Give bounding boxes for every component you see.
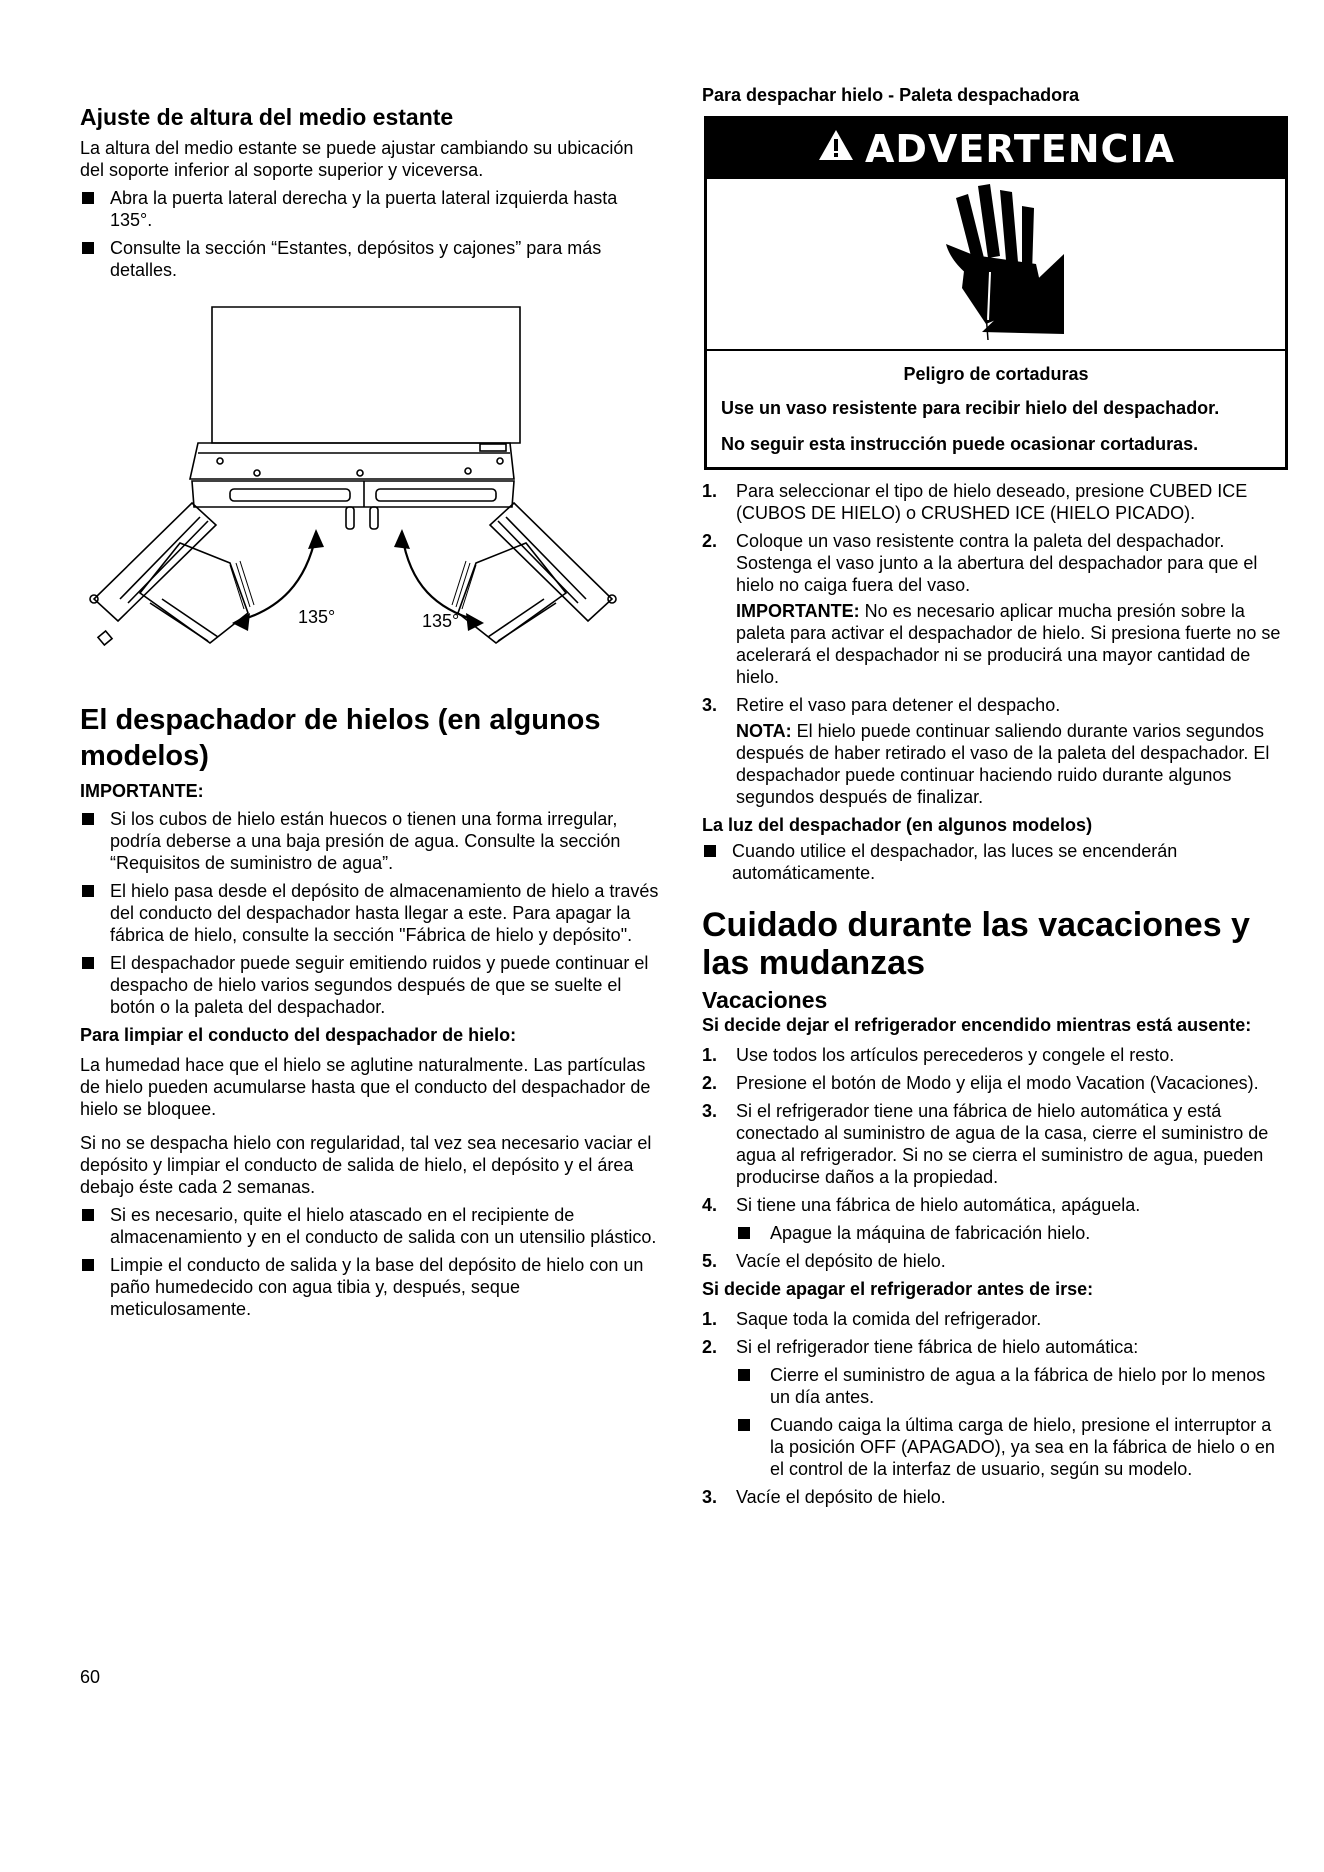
vacation-off-steps [702, 1308, 1284, 1508]
list-item: 2. Si el refrigerador tiene fábrica de hielo automática: Cierre el suministro de agua a la fábrica de hielo por lo menos un día antes. Cuando caiga la última carga de hielo, presione el interruptor a la posición OFF (APAGADO), ya sea en la fábrica de hielo o en el control de la interfaz de usuario, según su modelo. [702, 1336, 1284, 1480]
angle-label-left: 135° [298, 607, 336, 627]
square-bullet-icon [82, 192, 94, 204]
square-bullet-icon [82, 813, 94, 825]
vacation-title: Cuidado durante las vacaciones y las mudanzas [702, 906, 1250, 982]
list-item: 2. Presione el botón de Modo y elija el modo Vacation (Vacaciones). [702, 1073, 1259, 1093]
refrigerator-top-view-illustration [80, 303, 662, 673]
square-bullet-icon [738, 1419, 750, 1431]
left-column [80, 104, 662, 1326]
angle-label-right: 135° [422, 611, 460, 631]
list-item: 3. Vacíe el depósito de hielo. [702, 1487, 946, 1507]
list-item: Si los cubos de hielo están huecos o tienen una forma irregular, podría deberse a una baja presión de agua. Consulte la sección “Requisitos de suministro de agua”. [80, 808, 662, 874]
square-bullet-icon [82, 885, 94, 897]
square-bullet-icon [738, 1369, 750, 1381]
clean-paragraph-1: La humedad hace que el hielo se aglutine naturalmente. Las partículas de hielo pueden acumularse hasta que el conducto del despachador de hielo se bloquee. [80, 1055, 651, 1119]
clean-bullets [80, 1204, 662, 1320]
list-item: El despachador puede seguir emitiendo ruidos y puede continuar el despacho de hielo varios segundos después de que se suelte el botón o la paleta del despachador. [80, 952, 662, 1018]
list-item: 2. Coloque un vaso resistente contra la paleta del despachador. Sostenga el vaso junto a la abertura del despachador para que el hielo no caiga fuera del vaso. IMPORTANTE: No es necesario aplicar mucha presión sobre la paleta para activar el despachador de hielo. Si presiona fuerte no se acelerará el despachador ni se producirá una mayor cantidad de hielo. [702, 530, 1284, 688]
list-item: 1. Use todos los artículos perecederos y congele el resto. [702, 1045, 1175, 1065]
list-item: Cierre el suministro de agua a la fábrica de hielo por lo menos un día antes. [736, 1364, 1284, 1408]
door-angle-diagram [80, 303, 662, 678]
hazard-title: Peligro de cortaduras [903, 364, 1089, 384]
list-item: El hielo pasa desde el depósito de almacenamiento de hielo a través del conducto del despachador hasta llegar a este. Para apagar la fábrica de hielo, consulte la sección "Fábrica de hielo y depósito". [80, 880, 662, 946]
clean-heading: Para limpiar el conducto del despachador de hielo: [80, 1025, 517, 1045]
dispense-steps [702, 480, 1284, 808]
warning-box [704, 116, 1288, 470]
cut-hazard-image [707, 179, 1285, 351]
clean-paragraph-2: Si no se despacha hielo con regularidad, tal vez sea necesario vaciar el depósito y limpiar el conducto de salida de hielo, el depósito y el área debajo éste cada 2 semanas. [80, 1133, 652, 1197]
vacation-subtitle: Vacaciones [702, 987, 828, 1013]
square-bullet-icon [82, 1259, 94, 1271]
list-item: Limpie el conducto de salida y la base del depósito de hielo con un paño humedecido con agua tibia y, después, seque meticulosamente. [80, 1254, 662, 1320]
important-note: IMPORTANTE: No es necesario aplicar mucha presión sobre la paleta para activar el despachador de hielo. Si presiona fuerte no se acelerará el despachador ni se producirá una mayor cantidad de hielo. [736, 601, 1281, 687]
list-item: Abra la puerta lateral derecha y la puerta lateral izquierda hasta 135°. [80, 187, 662, 231]
list-item: Si es necesario, quite el hielo atascado en el recipiente de almacenamiento y en el conducto de salida con un utensilio plástico. [80, 1204, 662, 1248]
cut-hand-icon [926, 184, 1066, 344]
list-item: 3. Retire el vaso para detener el despacho. NOTA: El hielo puede continuar saliendo durante varios segundos después de haber retirado el vaso de la paleta del despachador. El despachador puede continuar haciendo ruido durante algunos segundos después de finalizar. [702, 694, 1284, 808]
list-item: Cuando utilice el despachador, las luces se encenderán automáticamente. [702, 840, 1284, 884]
warning-triangle-icon [817, 127, 855, 171]
dispenser-title: El despachador de hielos (en algunos modelos) [80, 704, 601, 772]
list-item: 3. Si el refrigerador tiene una fábrica de hielo automática y está conectado al suministro de agua de la casa, cierre el suministro de agua al refrigerador. Si no se cierra el suministro de agua, pueden producirse daños a la propiedad. [702, 1101, 1269, 1187]
square-bullet-icon [704, 845, 716, 857]
warning-header [707, 119, 1285, 179]
paddle-heading: Para despachar hielo - Paleta despachadora [702, 85, 1080, 105]
shelf-paragraph: La altura del medio estante se puede ajustar cambiando su ubicación del soporte inferior al soporte superior y viceversa. [80, 138, 634, 180]
square-bullet-icon [82, 242, 94, 254]
list-item: 1. Saque toda la comida del refrigerador. [702, 1309, 1042, 1329]
warning-text [707, 351, 1285, 467]
page-number: 60 [80, 1667, 101, 1687]
list-item: 1. Para seleccionar el tipo de hielo deseado, presione CUBED ICE (CUBOS DE HIELO) o CRUSHED ICE (HIELO PICADO). [702, 481, 1248, 523]
light-bullets [702, 840, 1284, 884]
warning-line-1: Use un vaso resistente para recibir hielo del despachador. [721, 398, 1220, 418]
nota-note: NOTA: El hielo puede continuar saliendo durante varios segundos después de haber retirado el vaso de la paleta del despachador. El despachador puede continuar haciendo ruido durante algunos segundos después de finalizar. [736, 721, 1270, 807]
vacation-on-heading: Si decide dejar el refrigerador encendido mientras está ausente: [702, 1015, 1252, 1035]
square-bullet-icon [82, 1209, 94, 1221]
warning-line-2: No seguir esta instrucción puede ocasionar cortaduras. [721, 434, 1199, 454]
vacation-on-steps [702, 1044, 1284, 1272]
shelf-title: Ajuste de altura del medio estante [80, 104, 454, 130]
square-bullet-icon [82, 957, 94, 969]
list-item: Apague la máquina de fabricación hielo. [736, 1222, 1284, 1244]
shelf-bullets [80, 187, 662, 281]
right-column [702, 84, 1284, 1514]
important-label: IMPORTANTE: [80, 781, 204, 801]
list-item: Consulte la sección “Estantes, depósitos y cajones” para más detalles. [80, 237, 662, 281]
list-item: Cuando caiga la última carga de hielo, presione el interruptor a la posición OFF (APAGADO), ya sea en la fábrica de hielo o en el control de la interfaz de usuario, según su modelo. [736, 1414, 1284, 1480]
warning-title: ADVERTENCIA [865, 127, 1175, 171]
vacation-off-heading: Si decide apagar el refrigerador antes de irse: [702, 1279, 1094, 1299]
light-heading: La luz del despachador (en algunos modelos) [702, 815, 1093, 835]
list-item: 5. Vacíe el depósito de hielo. [702, 1251, 946, 1271]
dispenser-bullets [80, 808, 662, 1018]
square-bullet-icon [738, 1227, 750, 1239]
list-item: 4. Si tiene una fábrica de hielo automática, apáguela. Apague la máquina de fabricación hielo. [702, 1194, 1284, 1244]
